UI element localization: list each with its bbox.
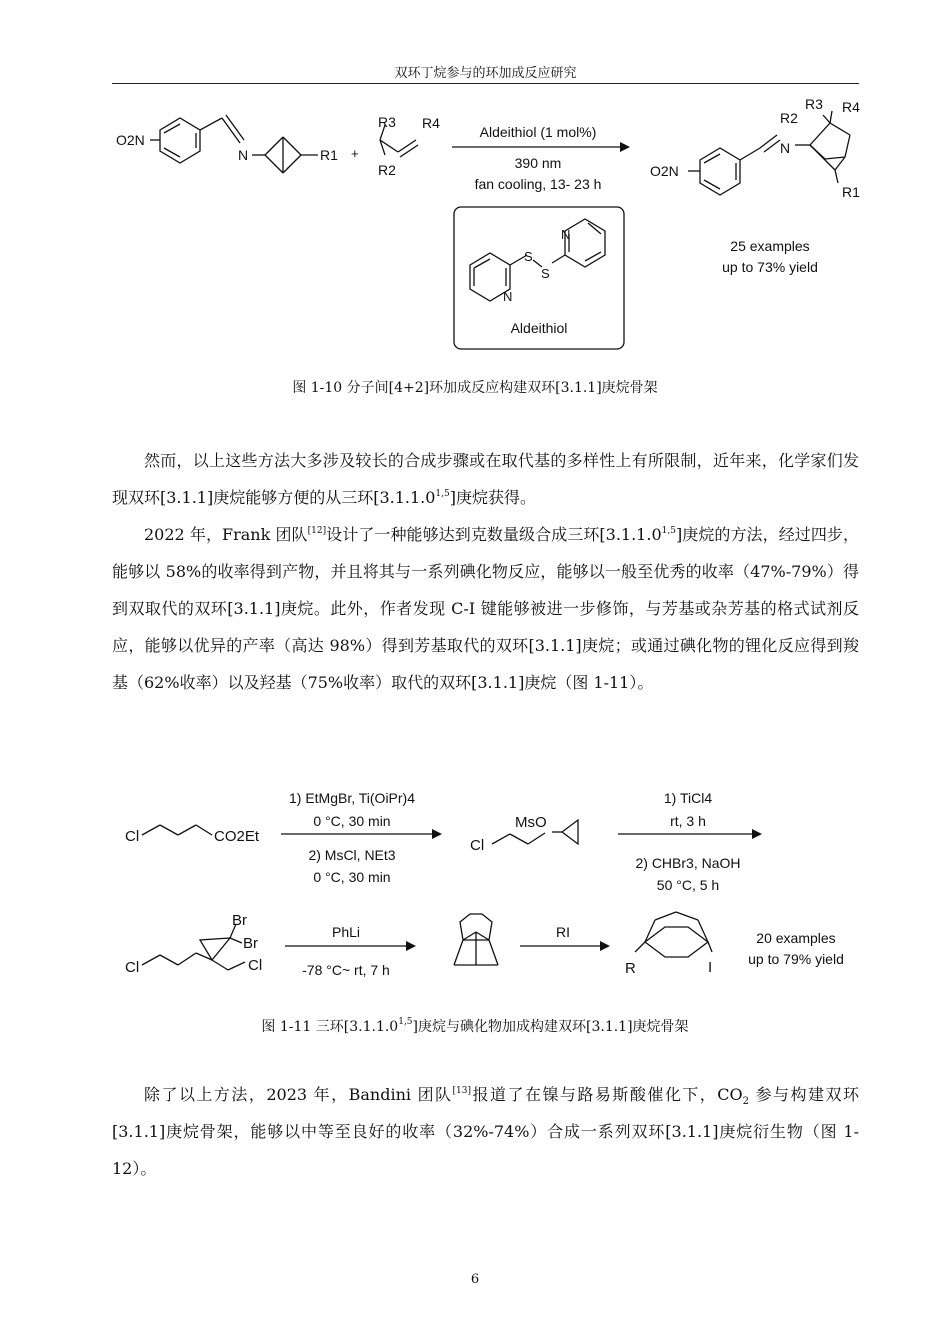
int2-chloro-2: Cl [248,957,263,974]
alkene-r2: R2 [378,162,396,178]
step1-reagent-2: 2) MsCl, NEt3 [308,847,396,863]
product-r2: R2 [780,110,798,126]
product-imine-n: N [780,140,791,156]
step2-reagent-2: 2) CHBr3, NaOH [635,855,741,871]
alkene-r4: R4 [422,115,440,131]
reactant-nitro-group: O2N [116,132,145,148]
catalyst-s-atom: S [541,266,550,281]
int1-chloro: Cl [470,837,485,854]
conditions-time: fan cooling, 13- 23 h [474,176,602,192]
running-header: 双环丁烷参与的环加成反应研究 [394,66,577,81]
reactant-r1: R1 [320,147,338,163]
catalyst-n-atom: N [561,227,571,242]
scheme-figure-1-10 [0,95,950,360]
citation-ref: [12] [307,526,327,536]
product-r: R [625,960,636,977]
product-r1: R1 [842,184,860,200]
figure-caption-1-10: 图 1-10 分子间[4+2]环加成反应构建双环[3.1.1]庚烷骨架 [292,380,658,396]
product-iodo: I [708,959,713,976]
int2-chloro-1: Cl [125,959,140,976]
scope-yield: up to 73% yield [722,259,818,275]
page-number: 6 [470,1272,480,1287]
citation-ref: [13] [452,1086,472,1096]
catalyst-s-atom: S [524,249,533,264]
conditions-wavelength: 390 nm [514,155,562,171]
paragraph-1: 然而，以上这些方法大多涉及较长的合成步骤或在取代基的多样性上有所限制，近年来，化学家们发现双环[3.1.1]庚烷能够方便的从三环[3.1.1.0$^{1,5}$]庚烷获得。 [112,451,859,507]
step3-conditions: -78 °C~ rt, 7 h [302,962,390,978]
scheme-figure-1-11 [0,780,950,1000]
step4-reagent: RI [556,924,570,940]
figure-caption-1-11: 图 1-11 三环[3.1.1.0$^{1,5}$]庚烷与碘化物加成构建双环[3.1.1]庚烷骨架 [261,1017,689,1035]
conditions-catalyst: Aldeithiol (1 mol%) [479,124,597,140]
scope-examples: 25 examples [730,238,810,254]
step1-reagent-1: 1) EtMgBr, Ti(OiPr)4 [288,790,416,806]
catalyst-n-atom: N [503,289,513,304]
scope-yield: up to 79% yield [748,951,844,967]
product-r4: R4 [842,99,860,115]
int2-bromo-1: Br [232,912,247,929]
product-nitro-group: O2N [650,163,679,179]
paragraph-3: 除了以上方法，2023 年，Bandini 团队[13]报道了在镍与路易斯酸催化下，$CO_2$ 参与构建双环[3.1.1]庚烷骨架，能够以中等至良好的收率（32%-74%）合成一系列双环[3.1.1]庚烷衍生物（图 1-12）。 [112,1085,859,1178]
scope-examples: 20 examples [756,930,836,946]
step1-temp-2: 0 °C, 30 min [313,869,391,885]
sm-ester: CO2Et [214,828,260,845]
sm-chloro: Cl [125,828,140,845]
step2-temp-1: rt, 3 h [670,813,706,829]
paragraph-2: 2022 年，Frank 团队[12]设计了一种能够达到克数量级合成三环[3.1.1.0$^{1,5}$]庚烷的方法，经过四步，能够以 58%的收率得到产物，并且将其与一系列碘化物反应，能够以一般至优秀的收率（47%-79%）得到双取代的双环[3.1.1]庚烷。此外，作者发现 C-I 键能够被进一步修饰，与芳基或杂芳基的格式试剂反应，能够以优异的产率（高达 98%）得到芳基取代的双环[3.1.1]庚烷；或通过碘化物的锂化反应得到羧基（62%收率）以及羟基（75%收率）取代的双环[3.1.1]庚烷（图 1-11）。 [112,525,859,692]
plus-sign: + [351,146,359,161]
reactant-imine-n: N [238,147,249,163]
catalyst-label: Aldeithiol [510,320,568,336]
int2-bromo-2: Br [243,935,258,952]
product-r3: R3 [805,96,823,112]
step3-reagent: PhLi [331,924,361,940]
alkene-r3: R3 [378,114,396,130]
step2-reagent-1: 1) TiCl4 [663,790,713,806]
header-rule [112,83,859,84]
step2-temp-2: 50 °C, 5 h [656,877,720,893]
step1-temp-1: 0 °C, 30 min [313,813,391,829]
int1-mesylate: MsO [515,814,547,831]
